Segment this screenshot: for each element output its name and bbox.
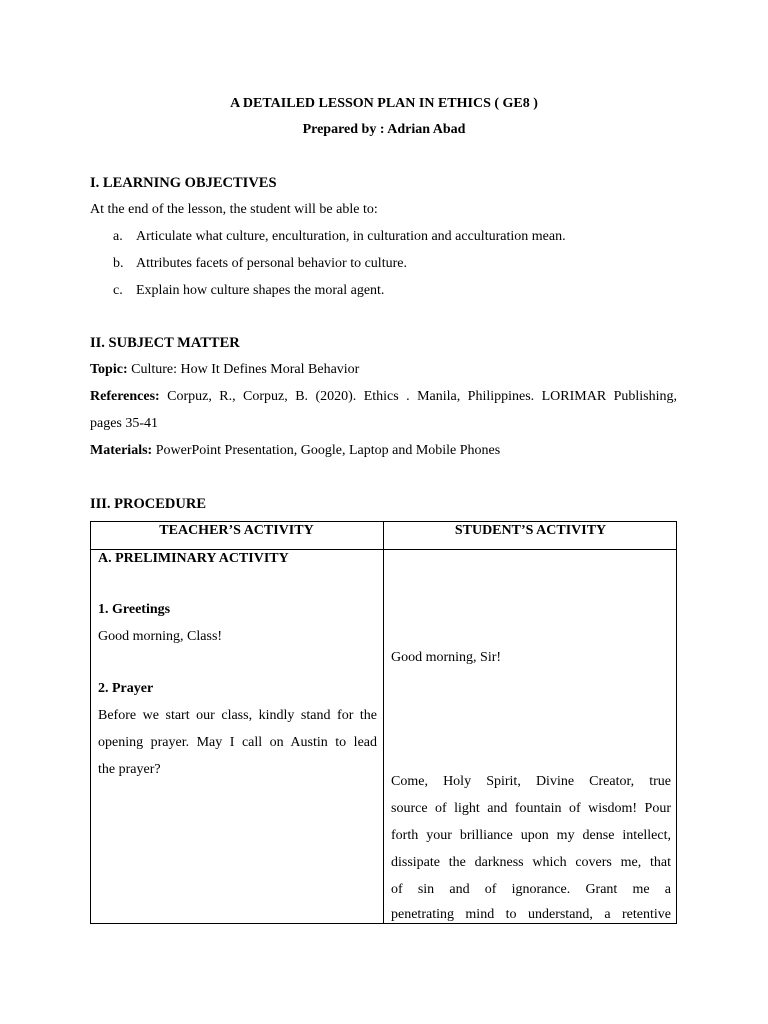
- references-label: References:: [90, 389, 160, 404]
- student-column-header: STUDENT’S ACTIVITY: [454, 523, 607, 538]
- prayer-heading: 2. Prayer: [98, 681, 154, 696]
- document-title: A DETAILED LESSON PLAN IN ETHICS ( GE8 ): [230, 96, 538, 111]
- references-value: Corpuz, R., Corpuz, B. (2020). Ethics . Manila, Philippines. LORIMAR Publishing,: [167, 389, 678, 404]
- objectives-heading: I. LEARNING OBJECTIVES: [90, 175, 277, 191]
- prayer-instruction-line: the prayer?: [98, 762, 161, 777]
- materials-line: [90, 442, 500, 460]
- teacher-column-header: TEACHER’S ACTIVITY: [159, 523, 314, 538]
- prepared-by: Prepared by : Adrian Abad: [302, 122, 466, 137]
- student-prayer-line: forth your brilliance upon my dense intellect,: [391, 828, 671, 843]
- prayer-instruction-line: Before we start our class, kindly stand for the: [98, 708, 377, 723]
- objective-marker: a.: [113, 229, 123, 244]
- student-prayer-line: Come, Holy Spirit, Divine Creator, true: [391, 774, 671, 789]
- table-column-divider: [383, 521, 384, 924]
- topic-line: [90, 361, 359, 379]
- materials-value: PowerPoint Presentation, Google, Laptop and Mobile Phones: [155, 443, 501, 458]
- objective-item: Explain how culture shapes the moral agent.: [136, 283, 385, 298]
- prayer-instruction-line: opening prayer. May I call on Austin to lead: [98, 735, 377, 750]
- references-line: [90, 388, 677, 406]
- student-prayer-line: of sin and of ignorance. Grant me a: [391, 882, 671, 897]
- objective-item: Articulate what culture, enculturation, in culturation and acculturation mean.: [136, 229, 566, 244]
- materials-label: Materials:: [90, 443, 153, 458]
- student-prayer-line: source of light and fountain of wisdom! Pour: [391, 801, 671, 816]
- student-greeting-reply: Good morning, Sir!: [391, 650, 502, 665]
- subject-matter-heading: II. SUBJECT MATTER: [90, 335, 240, 351]
- topic-label: Topic:: [90, 362, 128, 377]
- greetings-text: Good morning, Class!: [98, 629, 223, 644]
- references-continued: pages 35-41: [90, 416, 159, 431]
- student-prayer-line: dissipate the darkness which covers me, that: [391, 855, 671, 870]
- objective-marker: c.: [113, 283, 123, 298]
- topic-value: Culture: How It Defines Moral Behavior: [131, 362, 360, 377]
- objectives-intro: At the end of the lesson, the student will be able to:: [90, 202, 378, 217]
- greetings-heading: 1. Greetings: [98, 602, 171, 617]
- procedure-heading: III. PROCEDURE: [90, 496, 207, 512]
- preliminary-activity-heading: A. PRELIMINARY ACTIVITY: [98, 551, 289, 566]
- student-prayer-line: penetrating mind to understand, a retentive: [391, 907, 671, 922]
- objective-marker: b.: [113, 256, 124, 271]
- objective-item: Attributes facets of personal behavior to culture.: [136, 256, 407, 271]
